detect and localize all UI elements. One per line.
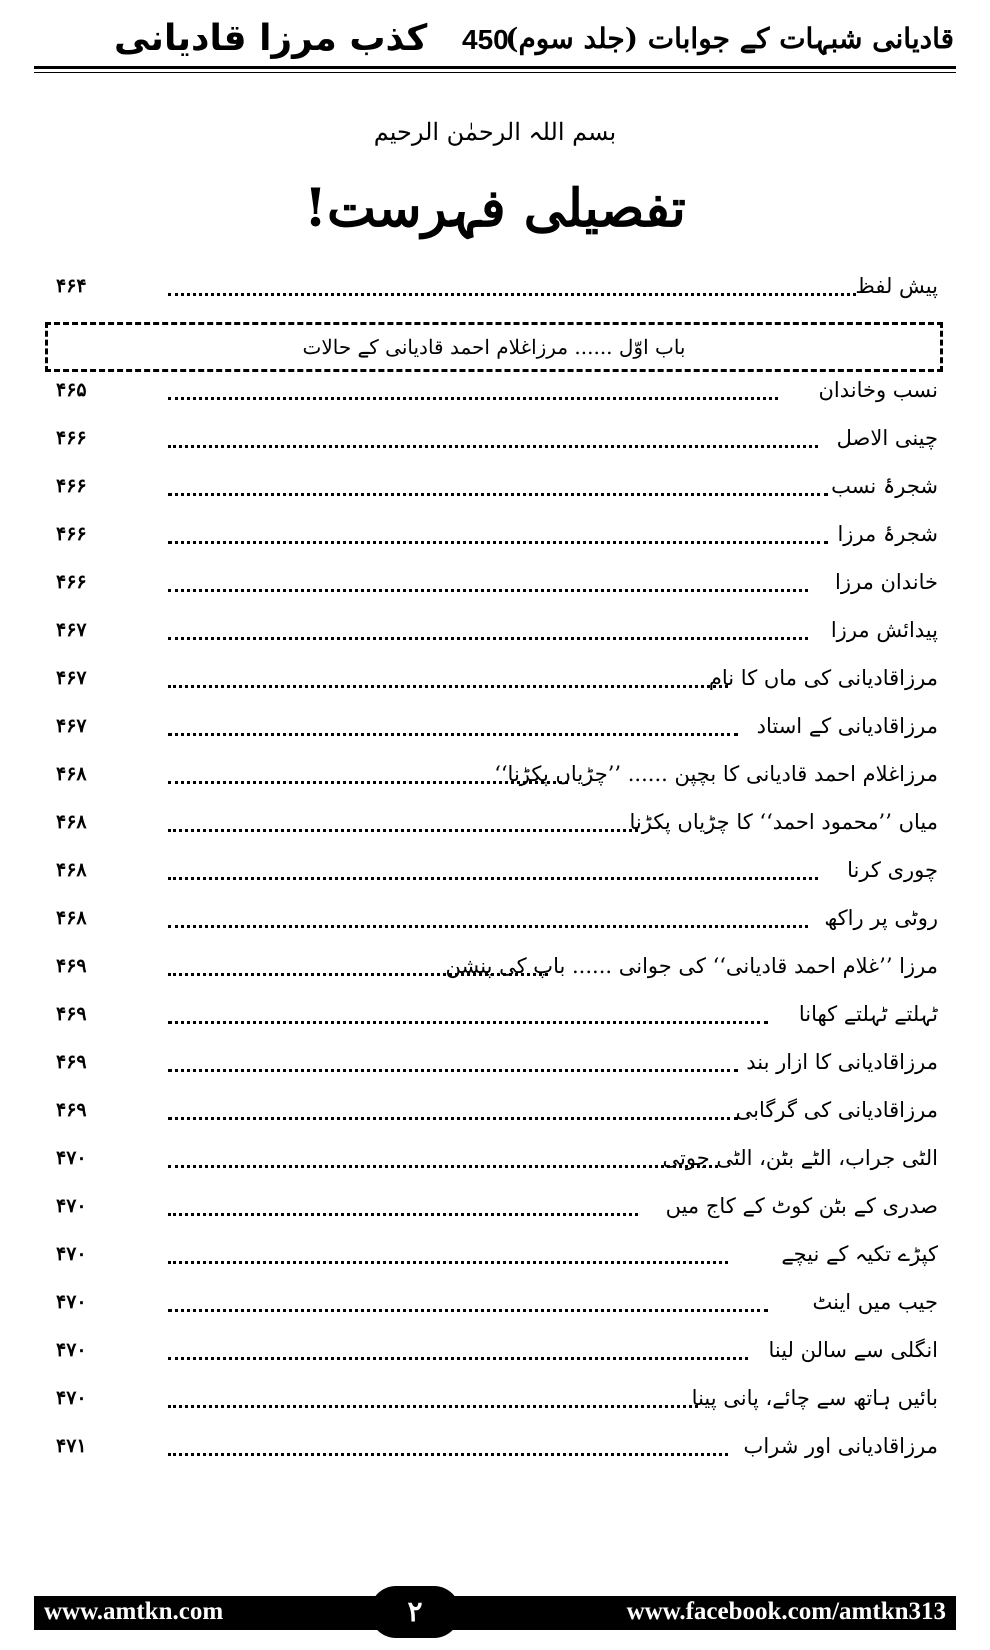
toc-leader [168,1309,768,1312]
header-rule [34,66,956,69]
toc-page: ۴۶۹ [56,1051,87,1073]
toc-title: انگلی سے سالن لینا [768,1338,938,1362]
toc-page: ۴۷۰ [56,1243,87,1265]
toc-leader [168,1021,768,1024]
page-footer [34,1596,956,1630]
toc-title: چینی الاصل [836,426,938,450]
toc-row[interactable] [56,706,938,746]
toc-leader [168,781,568,784]
toc-page: ۴۶۴ [56,275,87,297]
toc-row[interactable] [56,610,938,650]
toc-page: ۴۶۹ [56,955,87,977]
toc-leader [168,1213,638,1216]
toc-title: شجرۂ نسب [831,474,938,498]
toc-row[interactable] [56,946,938,986]
toc-leader [168,685,728,688]
header-rule-thin [34,72,956,73]
toc-page: ۴۷۰ [56,1339,87,1361]
book-title: کذب مرزا قادیانی [114,18,428,59]
toc-page: ۴۶۵ [56,379,87,401]
toc-leader [168,1453,728,1456]
toc-page: ۴۶۷ [56,619,87,641]
toc-page: ۴۷۰ [56,1147,87,1169]
page-header [34,18,954,70]
toc-row[interactable] [56,1234,938,1274]
toc-row[interactable] [56,1138,938,1178]
toc-row[interactable] [56,898,938,938]
sequence-number: ۲ [370,1586,460,1638]
toc-page: ۴۶۹ [56,1099,87,1121]
toc-row[interactable] [56,370,938,410]
toc-title: مرزاقادیانی کے استاد [756,714,938,738]
toc-row[interactable] [56,514,938,554]
toc-row-preface[interactable] [56,266,938,306]
toc-leader [168,397,778,400]
toc-leader [168,1357,748,1360]
toc-page: ۴۶۶ [56,523,87,545]
toc-leader [168,445,818,448]
toc-title: پیش لفظ [855,274,938,298]
toc-page: ۴۶۸ [56,859,87,881]
toc-title: شجرۂ مرزا [837,522,938,546]
toc-leader [168,541,828,544]
toc-row[interactable] [56,562,938,602]
toc-title: مرزاقادیانی اور شراب [743,1434,938,1458]
toc-leader [168,293,856,296]
toc-title: مرزاقادیانی کی ماں کا نام [708,666,938,690]
toc-leader [168,925,808,928]
chapter-heading: باب اوّل ...... مرزاغلام احمد قادیانی کے حالات [302,335,686,359]
chapter-heading-box [45,322,943,372]
toc-page: ۴۶۷ [56,715,87,737]
toc-title: میاں ’’محمود احمد‘‘ کا چڑیاں پکڑنا [629,810,938,834]
toc-title: نسب وخاندان [818,378,938,402]
toc-page: ۴۷۰ [56,1291,87,1313]
toc-leader [168,1405,698,1408]
toc-leader [168,1261,728,1264]
toc-title: الٹی جراب، الٹے بٹن، الٹی جوتی [662,1146,938,1170]
toc-title: کپڑے تکیہ کے نیچے [781,1242,938,1266]
toc-row[interactable] [56,658,938,698]
toc-leader [168,973,548,976]
toc-title: چوری کرنا [847,858,938,882]
toc-row[interactable] [56,1042,938,1082]
toc-page: ۴۷۰ [56,1195,87,1217]
toc-page: ۴۷۰ [56,1387,87,1409]
toc-leader [168,1165,718,1168]
toc-title: پیدائش مرزا [830,618,938,642]
toc-title: مرزا ’’غلام احمد قادیانی‘‘ کی جوانی ...... باپ کی پنشن [445,954,938,978]
toc-leader [168,1117,738,1120]
toc-page: ۴۶۸ [56,763,87,785]
toc-row[interactable] [56,1378,938,1418]
toc-title: روٹی پر راکھ [824,906,938,930]
bismillah: بسم اللہ الرحمٰن الرحیم [373,118,617,146]
toc-leader [168,829,638,832]
website-link[interactable]: www.amtkn.com [44,1598,224,1625]
toc-page: ۴۶۹ [56,1003,87,1025]
toc-leader [168,493,828,496]
toc-page: ۴۷۱ [56,1435,87,1457]
toc-row[interactable] [56,850,938,890]
toc-row[interactable] [56,994,938,1034]
toc-leader [168,733,738,736]
toc-row[interactable] [56,1330,938,1370]
page-title: تفصیلی فہرست! [304,178,686,239]
toc-title: مرزاقادیانی کا ازار بند [746,1050,938,1074]
toc-title: خاندان مرزا [835,570,938,594]
toc-title: مرزاقادیانی کی گرگابی [735,1098,938,1122]
toc-page: ۴۶۶ [56,571,87,593]
toc-title: مرزاغلام احمد قادیانی کا بچپن ...... ’’چڑیاں پکڑنا‘‘ [494,762,938,786]
toc-row[interactable] [56,418,938,458]
toc-row[interactable] [56,1426,938,1466]
volume-title: قادیانی شبہات کے جوابات (جلد سوم) [505,22,954,55]
toc-row[interactable] [56,466,938,506]
toc-row[interactable] [56,1090,938,1130]
page-number: 450 [462,24,509,55]
toc-title: جیب میں اینٹ [812,1290,938,1314]
toc-row[interactable] [56,754,938,794]
toc-page: ۴۶۸ [56,811,87,833]
toc-page: ۴۶۸ [56,907,87,929]
toc-page: ۴۶۶ [56,427,87,449]
toc-title: صدری کے بٹن کوٹ کے کاج میں [665,1194,938,1218]
toc-leader [168,637,808,640]
toc-leader [168,877,818,880]
toc-title: ٹہلتے ٹہلتے کھانا [798,1002,938,1026]
toc-page: ۴۶۷ [56,667,87,689]
toc-page: ۴۶۶ [56,475,87,497]
toc-row[interactable] [56,802,938,842]
toc-row[interactable] [56,1186,938,1226]
facebook-link[interactable]: www.facebook.com/amtkn313 [626,1598,946,1625]
toc-leader [168,589,808,592]
toc-leader [168,1069,738,1072]
toc-row[interactable] [56,1282,938,1322]
toc-title: بائیں ہاتھ سے چائے، پانی پینا [691,1386,938,1410]
